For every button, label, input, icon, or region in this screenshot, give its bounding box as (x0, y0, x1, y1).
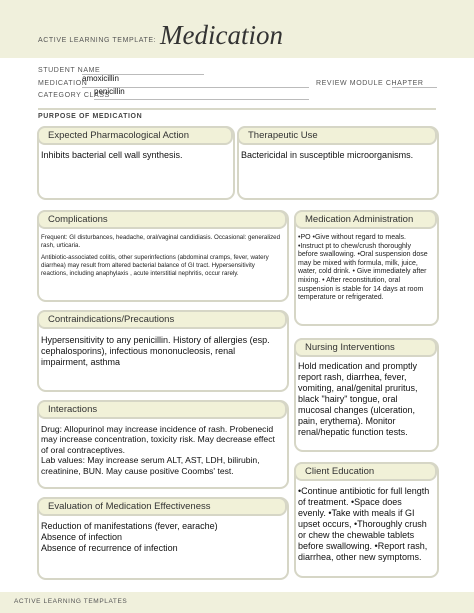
pharm-action-body: Inhibits bacterial cell wall synthesis. (41, 150, 183, 160)
client-education-header: Client Education (294, 462, 437, 481)
evaluation-header: Evaluation of Medication Effectiveness (37, 497, 287, 516)
category-value: penicillin (94, 87, 125, 96)
therapeutic-use-header: Therapeutic Use (237, 126, 437, 145)
medication-label: MEDICATION (38, 80, 88, 87)
student-name-label: STUDENT NAME (38, 67, 101, 74)
therapeutic-use-body: Bactericidal in susceptible microorganisms. (241, 150, 414, 160)
pharm-action-header: Expected Pharmacological Action (37, 126, 233, 145)
review-module-field[interactable] (392, 87, 437, 88)
evaluation-body: Reduction of manifestations (fever, earache) Absence of infection Absence of recurrence of infection (41, 521, 218, 553)
complications-body-2: Antibiotic-associated colitis, other superinfections (abdominal cramps, fever, watery diarrhea) may result from altered bacterial balance of GI tract. Hypersensitivity reactions, including anaphylaxis , acute interstitial nephritis, occur rarely. (41, 254, 269, 277)
template-label: ACTIVE LEARNING TEMPLATE: (38, 37, 157, 44)
contraindications-body: Hypersensitivity to any penicillin. History of allergies (esp. cephalosporins), infectious mononucleosis, renal impairment, asthma (41, 335, 270, 367)
page-title: Medication (160, 20, 283, 50)
med-admin-body: •PO •Give without regard to meals. •Instruct pt to chew/crush thoroughly before swallowing. •Oral suspension dose may be mixed with formula, milk, juice, water, cold drink. • Give immediately after mixing. • After reconstitution, oral suspension is stable for 14 days at room temperature or refrigerated. (298, 234, 428, 302)
client-education-body: •Continue antibiotic for full length of treatment. •Space does evenly. •Take with meals if GI upset occurs, •Thoroughly crush or chew the chewable tablets before swallowing. •Report rash, diarrhea, other new symptoms. (298, 486, 430, 562)
nursing-body: Hold medication and promptly report rash, diarrhea, fever, vomiting, anal/genital pruritus, black "hairy" tongue, oral mucosal changes (ulceration, pain, erythema). Monitor renal/hepatic function tests. (298, 361, 418, 437)
complications-body-1: Frequent: GI disturbances, headache, oral/vaginal candidiasis. Occasional: generalized rash, urticaria. (41, 234, 281, 249)
complications-header: Complications (37, 210, 287, 229)
category-label: CATEGORY CLASS (38, 92, 110, 99)
purpose-label: PURPOSE OF MEDICATION (38, 113, 143, 120)
review-module-label: REVIEW MODULE CHAPTER (316, 80, 424, 87)
divider (38, 108, 436, 110)
nursing-header: Nursing Interventions (294, 338, 437, 357)
interactions-header: Interactions (37, 400, 287, 419)
footer-label: ACTIVE LEARNING TEMPLATES (14, 598, 128, 605)
medication-value: amoxicillin (82, 74, 119, 83)
med-admin-header: Medication Administration (294, 210, 437, 229)
interactions-body: Drug: Allopurinol may increase incidence of rash. Probenecid may increase concentration, toxicity risk. May decrease effect of oral contraceptives. Lab values: May increase serum ALT, AST, LDH, bilirubin, creatinine, BUN. May cause positive Coombs' test. (41, 424, 275, 476)
category-field[interactable] (94, 99, 309, 100)
contraindications-header: Contraindications/Precautions (37, 310, 287, 329)
